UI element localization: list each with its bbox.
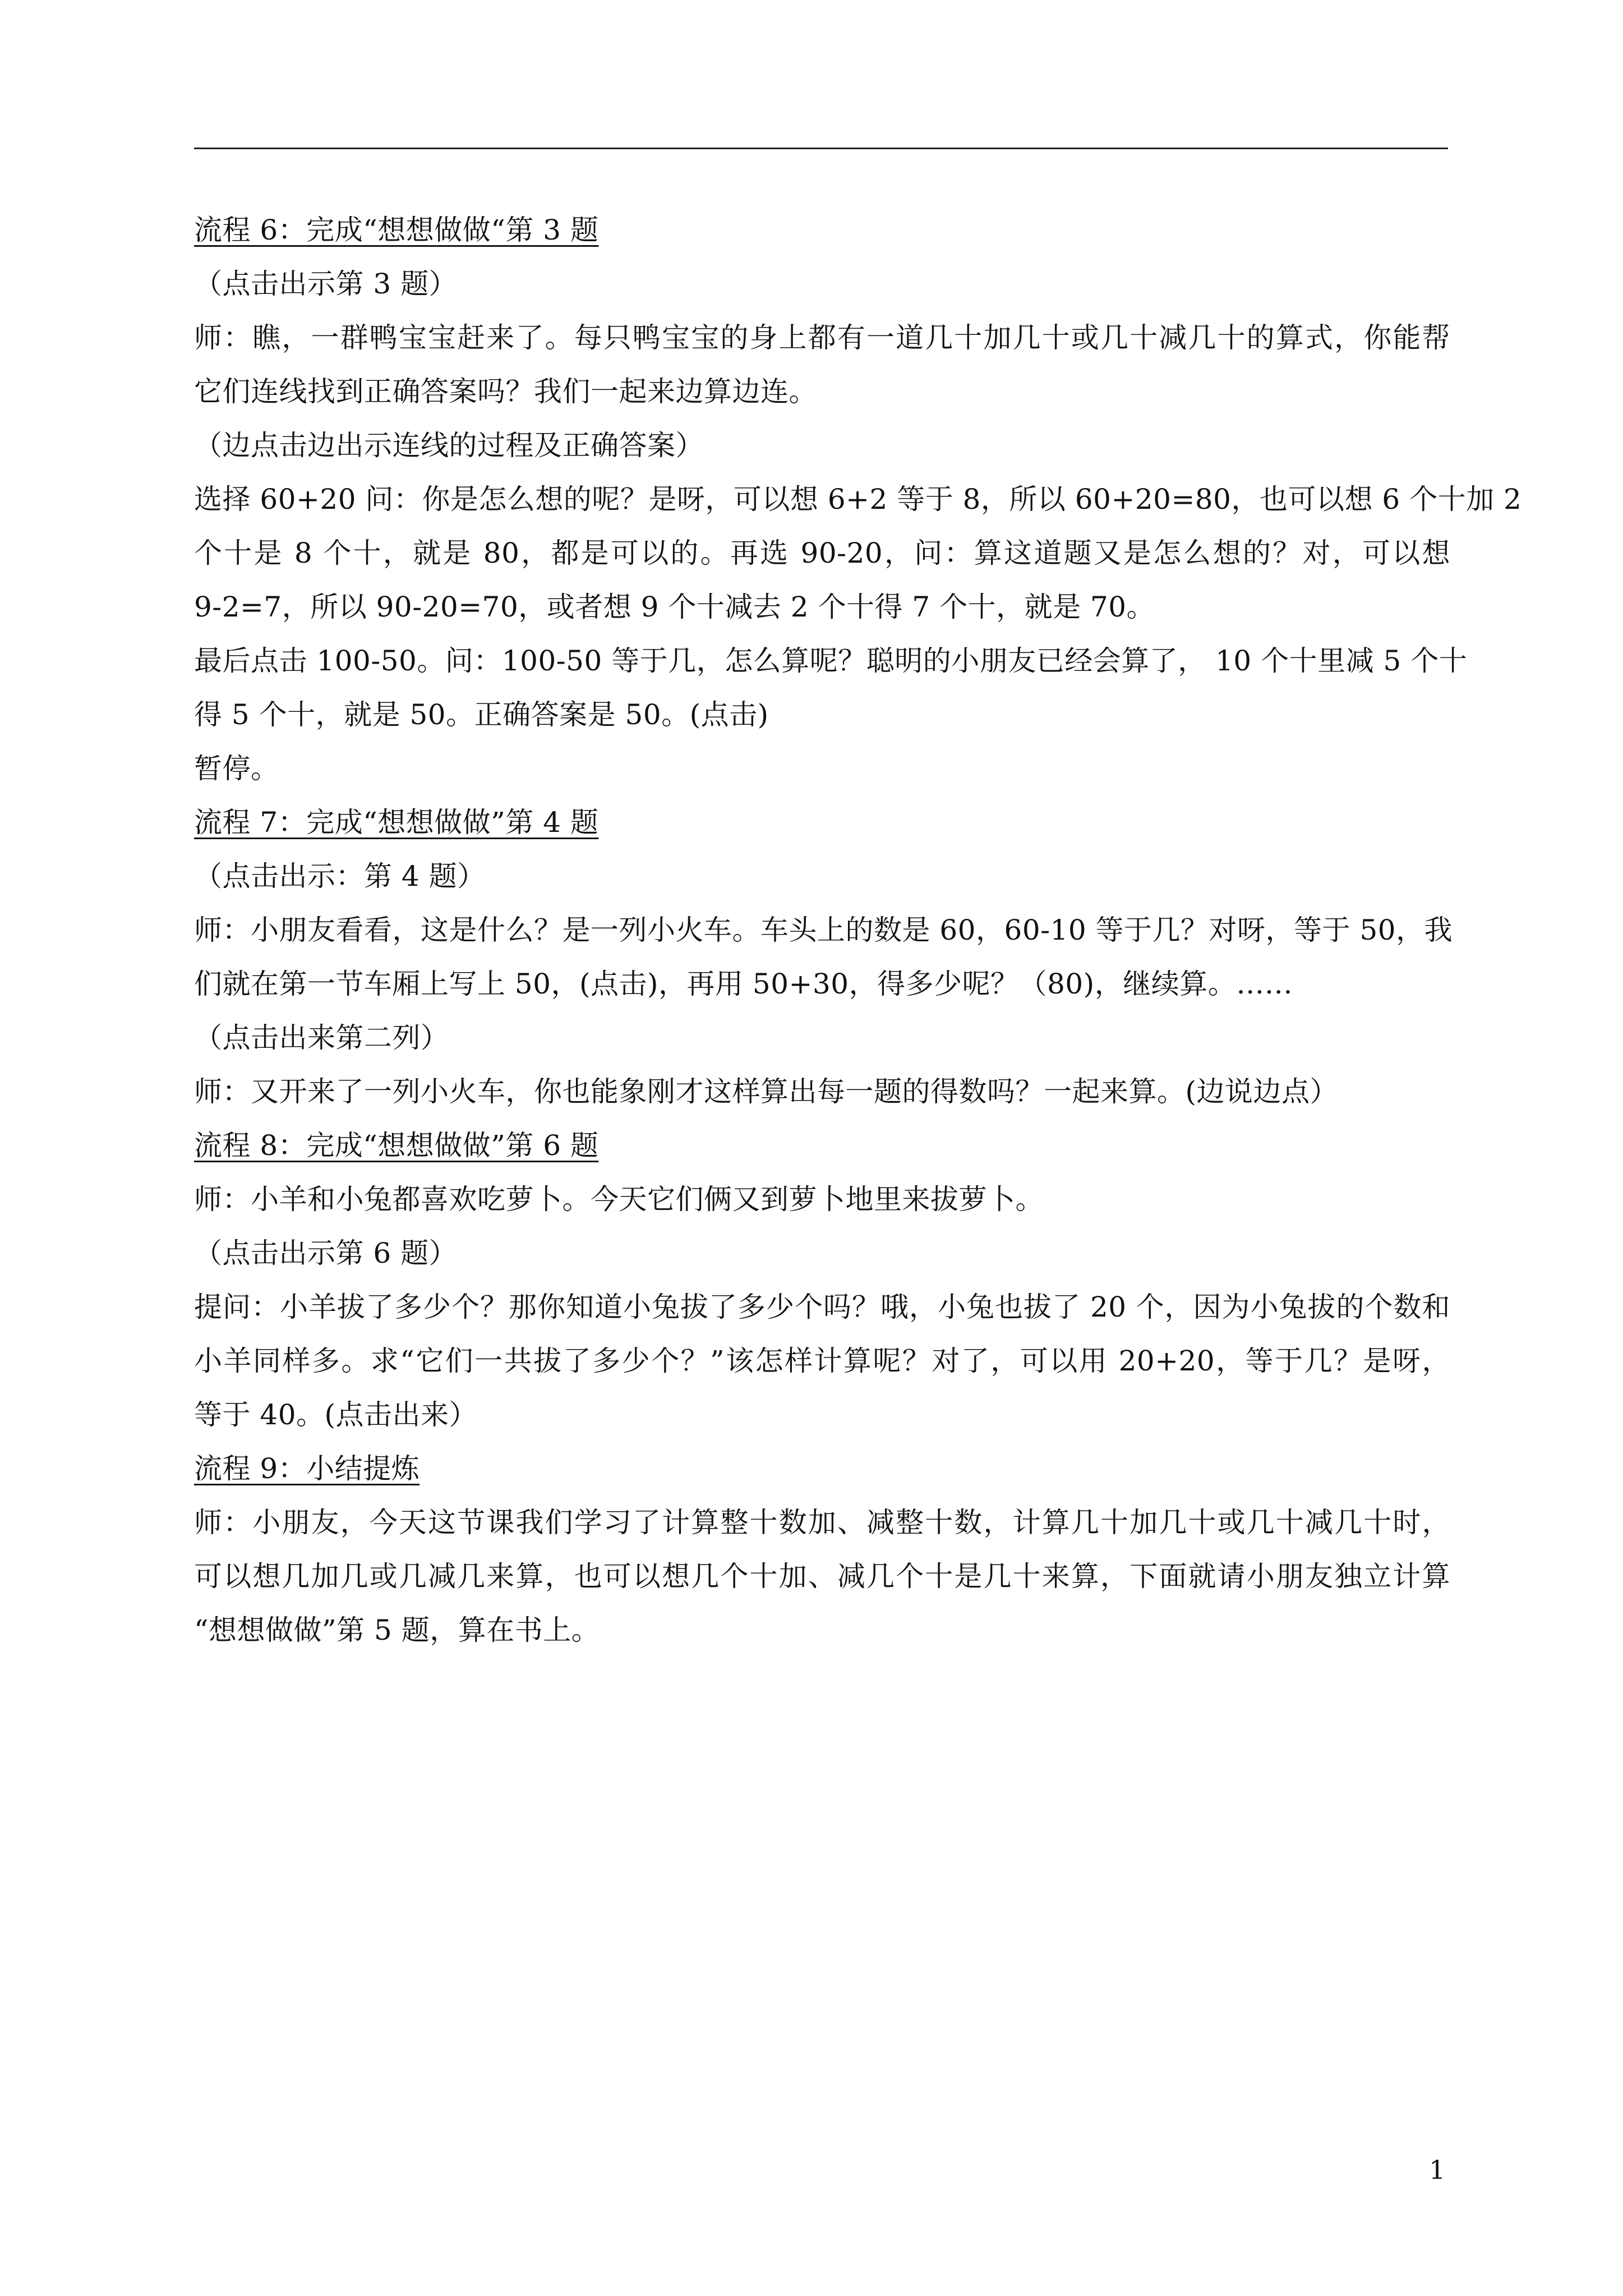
paragraph-line: （点击出来第二列） <box>194 1022 449 1054</box>
paragraph-line: 得 5 个十，就是 50。正确答案是 50。(点击) <box>194 698 769 731</box>
paragraph-line: 小羊同样多。求“它们一共拔了多少个？”该怎样计算呢？对了，可以用 20+20，等于几？是呀， <box>194 1345 1450 1377</box>
paragraph-line: （边点击边出示连线的过程及正确答案） <box>194 429 704 462</box>
paragraph-line: 暂停。 <box>194 752 279 785</box>
paragraph-line: “想想做做”第 5 题，算在书上。 <box>194 1614 600 1646</box>
heading-flow-7: 流程 7：完成“想想做做”第 4 题 <box>194 806 599 839</box>
paragraph-line: 提问：小羊拔了多少个？那你知道小兔拔了多少个吗？哦，小兔也拔了 20 个，因为小兔拔的个数和 <box>194 1291 1450 1323</box>
document-body <box>194 203 1522 1657</box>
paragraph-line: 师：又开来了一列小火车，你也能象刚才这样算出每一题的得数吗？一起来算。(边说边点） <box>194 1075 1339 1108</box>
paragraph-line: 师：小朋友看看，这是什么？是一列小火车。车头上的数是 60，60-10 等于几？对呀，等于 50，我 <box>194 914 1453 946</box>
paragraph-line: （点击出示第 6 题） <box>194 1237 458 1269</box>
paragraph-line: 最后点击 100-50。问：100-50 等于几，怎么算呢？聪明的小朋友已经会算了， 10 个十里减 5 个十 <box>194 645 1468 677</box>
paragraph-line: 个十是 8 个十，就是 80，都是可以的。再选 90-20，问：算这道题又是怎么想的？对，可以想 <box>194 537 1450 569</box>
paragraph-line: 可以想几加几或几减几来算，也可以想几个十加、减几个十是几十来算，下面就请小朋友独立计算 <box>194 1560 1450 1593</box>
page-number: 1 <box>1429 2155 1446 2185</box>
heading-flow-6: 流程 6：完成“想想做做“第 3 题 <box>194 214 599 246</box>
paragraph-line: （点击出示第 3 题） <box>194 268 458 300</box>
paragraph-line: 师：小朋友，今天这节课我们学习了计算整十数加、减整十数，计算几十加几十或几十减几十时， <box>194 1506 1450 1539</box>
paragraph-line: （点击出示：第 4 题） <box>194 860 486 892</box>
paragraph-line: 等于 40。(点击出来） <box>194 1398 478 1431</box>
heading-flow-9: 流程 9：小结提炼 <box>194 1452 420 1485</box>
paragraph-line: 它们连线找到正确答案吗？我们一起来边算边连。 <box>194 375 817 408</box>
paragraph-line: 师：瞧，一群鸭宝宝赶来了。每只鸭宝宝的身上都有一道几十加几十或几十减几十的算式，你能帮 <box>194 321 1450 354</box>
paragraph-line: 9-2=7，所以 90-20=70，或者想 9 个十减去 2 个十得 7 个十，就是 70。 <box>194 591 1155 623</box>
paragraph-line: 师：小羊和小兔都喜欢吃萝卜。今天它们俩又到萝卜地里来拔萝卜。 <box>194 1183 1044 1216</box>
paragraph-line: 们就在第一节车厢上写上 50，(点击)，再用 50+30，得多少呢？（80)，继续算。…… <box>194 968 1293 1000</box>
heading-flow-8: 流程 8：完成“想想做做”第 6 题 <box>194 1129 599 1162</box>
paragraph-line: 选择 60+20 问：你是怎么想的呢？是呀，可以想 6+2 等于 8，所以 60+20=80，也可以想 6 个十加 2 <box>194 483 1522 516</box>
header-rule <box>194 148 1448 149</box>
